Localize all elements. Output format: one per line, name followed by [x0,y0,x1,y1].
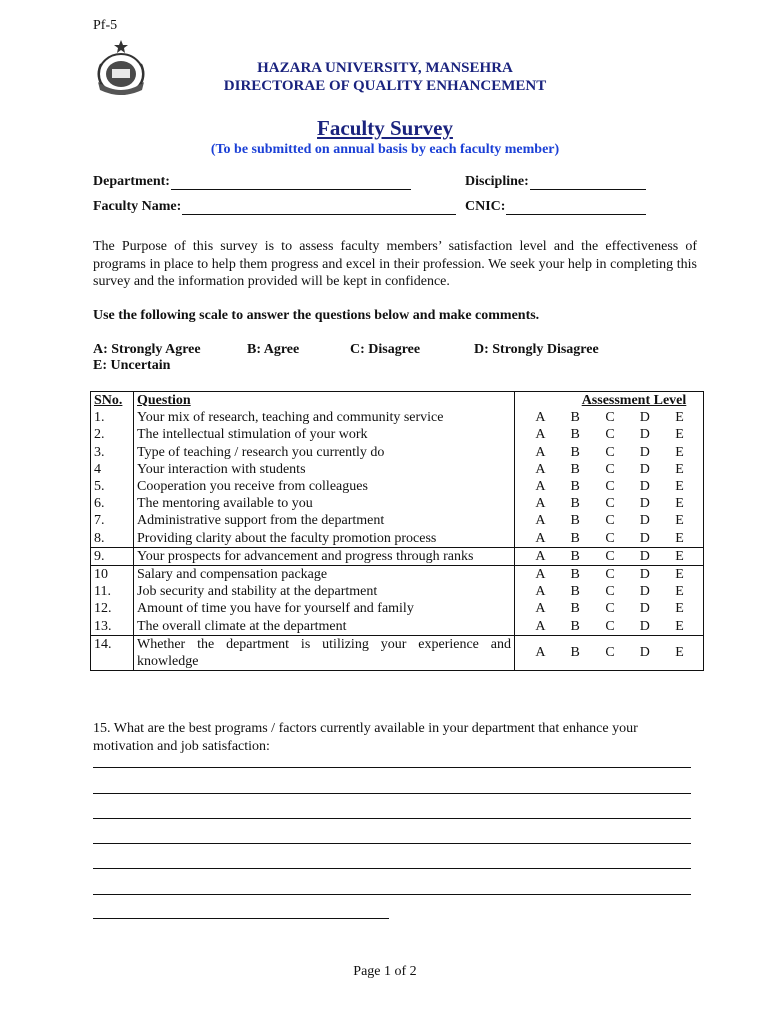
answer-line[interactable] [93,793,691,794]
assessment-option-b[interactable]: B [570,427,580,443]
assessment-option-b[interactable]: B [570,584,580,600]
assessment-option-c[interactable]: C [605,427,615,443]
assessment-option-d[interactable]: D [639,530,650,546]
assessment-option-b[interactable]: B [570,444,580,460]
university-name: HAZARA UNIVERSITY, MANSEHRA [257,60,513,76]
row-assessment [515,566,704,584]
row-sno: 14. [91,635,134,670]
row-sno: 8. [91,530,134,548]
assessment-option-e[interactable]: E [675,548,684,564]
department-label: Department: [93,174,170,189]
row-question: Salary and compensation package [134,566,515,584]
row-sno: 7. [91,512,134,529]
row-assessment [515,495,704,512]
table-row [91,478,704,495]
cnic-label: CNIC: [465,199,506,214]
cnic-input-line[interactable] [506,200,646,215]
discipline-field [465,174,646,190]
assessment-option-b[interactable]: B [570,567,580,583]
assessment-option-b[interactable]: B [570,601,580,617]
assessment-option-c[interactable]: C [605,496,615,512]
row-assessment [515,444,704,461]
assessment-option-a[interactable]: A [535,601,546,617]
row-assessment [515,478,704,495]
assessment-option-e[interactable]: E [675,444,684,460]
row-sno: 12. [91,600,134,617]
assessment-option-c[interactable]: C [605,479,615,495]
assessment-option-a[interactable]: A [535,513,546,529]
assessment-option-b[interactable]: B [570,496,580,512]
department-input-line[interactable] [171,175,411,190]
survey-table [90,391,704,671]
row-assessment [515,635,704,670]
row-assessment [515,461,704,478]
assessment-option-e[interactable]: E [675,496,684,512]
table-row [91,530,704,548]
assessment-option-d[interactable]: D [639,444,650,460]
table-row [91,495,704,512]
assessment-option-a[interactable]: A [535,618,546,634]
row-sno: 2. [91,426,134,443]
row-question: Your prospects for advancement and progress through ranks [134,547,515,565]
row-assessment [515,618,704,636]
assessment-option-c[interactable]: C [605,601,615,617]
assessment-option-e[interactable]: E [675,479,684,495]
page-title: Faculty Survey [317,116,453,140]
assessment-option-b[interactable]: B [570,530,580,546]
answer-line[interactable] [93,894,691,895]
discipline-label: Discipline: [465,174,529,189]
assessment-option-d[interactable]: D [639,496,650,512]
assessment-option-d[interactable]: D [639,548,650,564]
column-header-sno: SNo. [91,392,134,410]
table-row [91,444,704,461]
assessment-option-e[interactable]: E [675,427,684,443]
assessment-option-a[interactable]: A [535,645,546,661]
assessment-option-d[interactable]: D [639,427,650,443]
assessment-option-b[interactable]: B [570,410,580,426]
table-row [91,461,704,478]
table-row [91,426,704,443]
assessment-option-c[interactable]: C [605,645,615,661]
assessment-option-a[interactable]: A [535,479,546,495]
assessment-option-b[interactable]: B [570,513,580,529]
scale-c: C: Disagree [350,342,421,357]
assessment-option-d[interactable]: D [639,584,650,600]
question-15: 15. What are the best programs / factors currently available in your department that enhance your motivation and job satisfaction: [93,721,638,754]
assessment-option-a[interactable]: A [535,427,546,443]
row-sno: 9. [91,547,134,565]
assessment-option-c[interactable]: C [605,410,615,426]
assessment-option-a[interactable]: A [535,461,546,477]
row-question: Your mix of research, teaching and community service [134,409,515,426]
row-sno: 6. [91,495,134,512]
page-number: Page 1 of 2 [353,964,417,979]
assessment-option-e[interactable]: E [675,461,684,477]
answer-line[interactable] [93,818,691,819]
assessment-option-b[interactable]: B [570,618,580,634]
row-question: Providing clarity about the faculty promotion process [134,530,515,548]
scale-d: D: Strongly Disagree [474,342,599,357]
faculty-name-field [93,199,456,215]
assessment-option-e[interactable]: E [675,584,684,600]
row-question: Your interaction with students [134,461,515,478]
table-row [91,600,704,617]
page-subtitle: (To be submitted on annual basis by each faculty member) [210,142,560,157]
assessment-option-d[interactable]: D [639,461,650,477]
row-question: Amount of time you have for yourself and family [134,600,515,617]
assessment-option-a[interactable]: A [535,548,546,564]
row-assessment [515,547,704,565]
assessment-option-a[interactable]: A [535,444,546,460]
row-question: Job security and stability at the department [134,583,515,600]
table-row [91,512,704,529]
row-assessment [515,583,704,600]
assessment-option-b[interactable]: B [570,548,580,564]
row-sno: 13. [91,618,134,636]
assessment-option-d[interactable]: D [639,645,650,661]
assessment-option-b[interactable]: B [570,645,580,661]
assessment-option-e[interactable]: E [675,567,684,583]
scale-b: B: Agree [247,342,300,357]
assessment-option-d[interactable]: D [639,410,650,426]
assessment-option-c[interactable]: C [605,584,615,600]
cnic-field [465,199,646,215]
scale-a: A: Strongly Agree [93,342,201,357]
assessment-option-a[interactable]: A [535,496,546,512]
assessment-option-c[interactable]: C [605,461,615,477]
assessment-option-c[interactable]: C [605,513,615,529]
assessment-option-d[interactable]: D [639,618,650,634]
assessment-option-b[interactable]: B [570,479,580,495]
assessment-option-d[interactable]: D [639,601,650,617]
row-question: The mentoring available to you [134,495,515,512]
row-assessment [515,409,704,426]
row-sno: 5. [91,478,134,495]
assessment-option-b[interactable]: B [570,461,580,477]
assessment-option-c[interactable]: C [605,618,615,634]
answer-line-short[interactable] [93,918,389,919]
table-row [91,583,704,600]
department-field [93,174,411,190]
scale-e: E: Uncertain [93,358,171,373]
assessment-option-c[interactable]: C [605,548,615,564]
table-row [91,547,704,565]
discipline-input-line[interactable] [530,175,646,190]
faculty-name-input-line[interactable] [182,200,456,215]
assessment-option-e[interactable]: E [675,513,684,529]
row-assessment [515,530,704,548]
table-row [91,618,704,636]
column-header-question: Question [134,392,515,410]
assessment-option-e[interactable]: E [675,530,684,546]
answer-line[interactable] [93,767,691,768]
row-sno: 3. [91,444,134,461]
row-sno: 1. [91,409,134,426]
assessment-option-a[interactable]: A [535,530,546,546]
assessment-option-c[interactable]: C [605,567,615,583]
row-sno: 11. [91,583,134,600]
column-header-assessment: Assessment Level [515,392,704,410]
assessment-option-d[interactable]: D [639,479,650,495]
assessment-option-e[interactable]: E [675,645,684,661]
purpose-paragraph: The Purpose of this survey is to assess faculty members’ satisfaction level and the effectiveness of programs in place to help them progress and excel in their profession. We seek your help in completing this survey and the information provided will be kept in confidence. [93,239,697,289]
row-question: The intellectual stimulation of your work [134,426,515,443]
answer-line[interactable] [93,868,691,869]
row-assessment [515,600,704,617]
assessment-option-a[interactable]: A [535,567,546,583]
assessment-option-c[interactable]: C [605,444,615,460]
table-row [91,566,704,584]
assessment-option-e[interactable]: E [675,601,684,617]
table-row [91,635,704,670]
form-code: Pf-5 [93,18,118,33]
assessment-option-a[interactable]: A [535,410,546,426]
row-assessment [515,512,704,529]
row-question: Cooperation you receive from colleagues [134,478,515,495]
scale-instruction: Use the following scale to answer the questions below and make comments. [93,308,540,323]
assessment-option-e[interactable]: E [675,410,684,426]
row-question: Type of teaching / research you currently do [134,444,515,461]
assessment-option-e[interactable]: E [675,618,684,634]
assessment-option-d[interactable]: D [639,567,650,583]
answer-line[interactable] [93,843,691,844]
row-sno: 10 [91,566,134,584]
assessment-option-a[interactable]: A [535,584,546,600]
directorate-name: DIRECTORAE OF QUALITY ENHANCEMENT [223,78,547,94]
row-question: The overall climate at the department [134,618,515,636]
table-row [91,409,704,426]
faculty-name-label: Faculty Name: [93,199,182,214]
row-assessment [515,426,704,443]
row-question: Administrative support from the department [134,512,515,529]
assessment-option-c[interactable]: C [605,530,615,546]
assessment-option-d[interactable]: D [639,513,650,529]
row-question: Whether the department is utilizing your experience and knowledge [134,635,515,670]
row-sno: 4 [91,461,134,478]
